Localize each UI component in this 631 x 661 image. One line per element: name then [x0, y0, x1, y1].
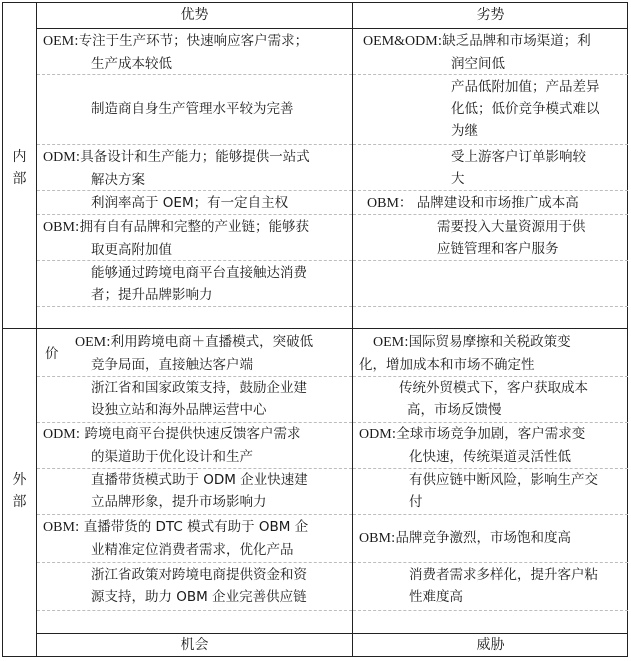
- threat-odm: ODM:全球市场竞争加剧，客户需求变 化快速，传统渠道灵活性低: [359, 426, 586, 465]
- weakness-obm-2: 需要投入大量资源用于供 应链管理和客户服务: [437, 219, 586, 257]
- header-weaknesses: 劣势: [476, 7, 505, 23]
- header-strengths: 优势: [180, 7, 209, 23]
- row-divider: [353, 144, 628, 145]
- header-divider: [36, 28, 627, 29]
- side-label-internal: 内 部: [12, 149, 27, 187]
- swot-table: [2, 2, 628, 657]
- side-column-divider: [36, 3, 37, 656]
- weakness-3: 受上游客户订单影响较 大: [451, 149, 586, 187]
- side-label-external: 外 部: [12, 472, 27, 510]
- row-divider: [353, 514, 628, 515]
- weakness-2: 产品低附加值；产品差异 化低；低价竞争模式难以 为继: [451, 79, 600, 139]
- threat-2: 传统外贸模式下，客户获取成本 高，市场反馈慢: [399, 380, 588, 418]
- strength-odm: ODM:具备设计和生产能力；能够提供一站式 解决方案: [43, 149, 310, 188]
- row-divider: [37, 214, 352, 215]
- header-opportunities: 机会: [180, 637, 209, 653]
- weakness-obm: OBM： 品牌建设和市场推广成本高: [367, 195, 579, 211]
- row-divider: [37, 514, 352, 515]
- strength-oem: OEM:专注于生产环节；快速响应客户需求； 生产成本较低: [43, 33, 309, 72]
- row-divider: [353, 562, 628, 563]
- threat-oem: OEM:国际贸易摩擦和关税政策变 化，增加成本和市场不确定性: [359, 334, 571, 373]
- strength-odm-2: 利润率高于 OEM；有一定自主权: [91, 195, 289, 211]
- strength-oem-2: 制造商自身生产管理水平较为完善: [91, 101, 294, 117]
- threat-obm: OBM:品牌竞争激烈，市场饱和度高: [359, 530, 571, 546]
- opportunity-6: 浙江省政策对跨境电商提供资金和资 源支持，助力 OBM 企业完善供应链: [91, 567, 307, 605]
- strength-obm-2: 能够通过跨境电商平台直接触达消费 者；提升品牌影响力: [91, 265, 307, 303]
- row-divider: [37, 610, 352, 611]
- row-divider: [353, 306, 628, 307]
- row-divider: [37, 562, 352, 563]
- header-threats: 威胁: [476, 637, 505, 653]
- row-divider: [37, 306, 352, 307]
- center-column-divider: [352, 3, 353, 656]
- strength-obm: OBM:拥有自有品牌和完整的产业链；能够获 取更高附加值: [43, 219, 309, 258]
- threat-6: 消费者需求多样化，提升客户粘 性难度高: [409, 567, 598, 605]
- opportunity-4: 直播带货模式助于 ODM 企业快速建 立品牌形象，提升市场影响力: [91, 472, 308, 510]
- stray-char: 价: [45, 346, 59, 362]
- row-divider: [353, 610, 628, 611]
- opportunity-2: 浙江省和国家政策支持，鼓励企业建 设独立站和海外品牌运营中心: [91, 380, 307, 418]
- row-divider: [353, 260, 628, 261]
- row-divider: [353, 190, 628, 191]
- row-divider: [37, 144, 352, 145]
- opportunity-obm: OBM: 直播带货的 DTC 模式有助于 OBM 企 业精准定位消费者需求，优化产品: [43, 519, 309, 558]
- opportunity-oem: OEM:利用跨境电商＋直播模式，突破低 竞争局面，直接触达客户端: [75, 334, 314, 373]
- opportunity-odm: ODM: 跨境电商平台提供快速反馈客户需求 的渠道助于优化设计和生产: [43, 426, 301, 465]
- threat-4: 有供应链中断风险，影响生产交 付: [409, 472, 598, 510]
- weakness-oem-odm: OEM&ODM:缺乏品牌和市场渠道；利 润空间低: [363, 33, 591, 72]
- section-divider: [3, 328, 627, 329]
